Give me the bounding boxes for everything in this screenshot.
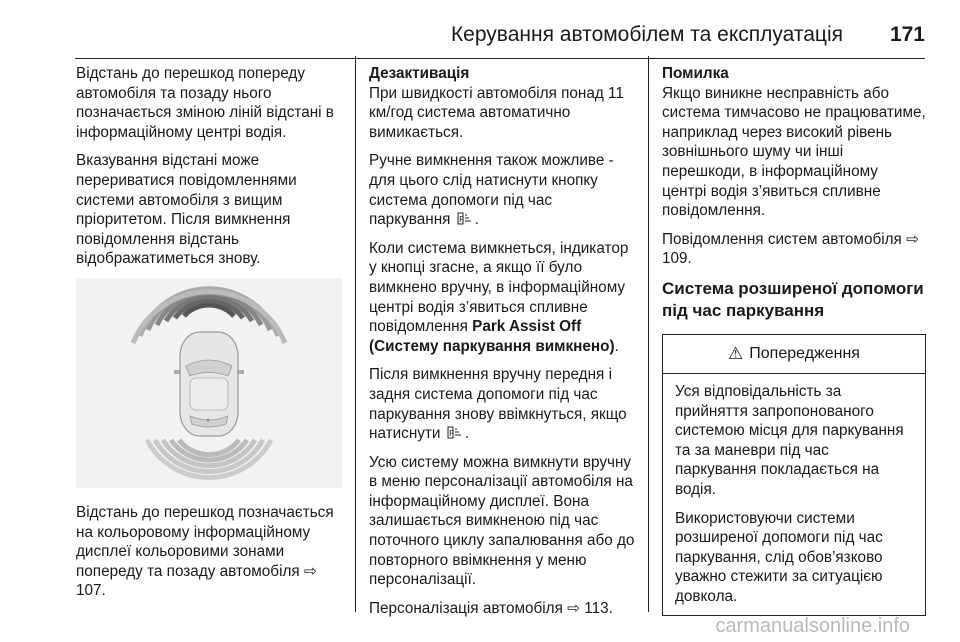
watermark: carmanualsonline.info	[715, 615, 910, 637]
paragraph: Уся відповідальність за прийняття запропонованого системою місця для паркування та за маневри під час паркування покладається на водія.	[675, 382, 904, 498]
park-assist-icon	[447, 426, 463, 439]
page-header	[75, 18, 925, 50]
car-body	[174, 332, 244, 436]
column-separator	[648, 56, 649, 612]
parking-sensor-illustration	[76, 278, 342, 488]
page-reference: 107.	[76, 582, 106, 600]
paragraph-text: Коли система вимкнеться, індикатор у кнопці згасне, а якщо її було вимкнено вручну, в інформаційному центрі водія з’явиться спливне повідомлення	[369, 239, 629, 336]
svg-text:P: P	[458, 215, 464, 225]
paragraph	[369, 599, 635, 619]
paragraph: При швидкості автомобіля понад 11 км/год система автоматично вимикається.	[369, 84, 624, 141]
column-1	[76, 64, 342, 610]
warning-triangle-icon: ⚠	[728, 344, 744, 364]
column-2	[369, 64, 635, 627]
paragraph-text: Повідомлення систем автомобіля	[662, 230, 902, 248]
section-heading: Помилка	[662, 65, 729, 82]
paragraph: Відстань до перешкод попереду автомобіля та позаду нього позначається зміною ліній відстані в інформаційному центрі водія.	[76, 65, 334, 141]
paragraph: Після вимкнення вручну передня і задня система допомоги під час паркування знову ввімкнуться, якщо натиснути P .	[369, 366, 627, 443]
page-number: 171	[889, 23, 925, 46]
paragraph: Ручне вимкнення також можливе - для цього слід натиснути кнопку система допомоги під час паркування P .	[369, 152, 614, 229]
ref-arrow-icon: ⇨	[567, 599, 580, 617]
paragraph: Якщо виникне несправність або система тимчасово не працюватиме, наприклад через високий рівень зовнішнього шуму чи інші перешкоди, в інформаційному центрі водія з’явиться спливне повідомлення.	[662, 84, 926, 220]
svg-text:P: P	[448, 429, 454, 439]
warning-box	[662, 334, 926, 617]
paragraph-text: Після вимкнення вручну передня і задня система допомоги під час паркування знову ввімкнуться, якщо натиснути	[369, 366, 627, 443]
ref-arrow-icon: ⇨	[906, 230, 919, 248]
paragraph	[76, 503, 342, 601]
message-park-assist-off: Park Assist Off (Систему паркування вимкнено)	[369, 318, 615, 355]
paragraph-text: Персоналізація автомобіля	[369, 599, 563, 617]
warning-title: Попередження	[749, 345, 860, 363]
paragraph: Вказування відстані може перериватися повідомленнями системи автомобіля з вищим пріоритетом. Після вимкнення повідомлення відстань відображатиметься знову.	[76, 152, 297, 268]
header-title: Керування автомобілем та експлуатація	[450, 23, 843, 46]
ref-arrow-icon: ⇨	[303, 562, 317, 580]
paragraph: Коли система вимкнеться, індикатор у кнопці згасне, а якщо її було вимкнено вручну, в інформаційному центрі водія з’явиться спливне повідомлення Park Assist Off (Систему паркування вимкнено).	[369, 239, 629, 355]
paragraph	[662, 230, 926, 269]
warning-body	[663, 374, 925, 607]
paragraph: Використовуючи системи розширеної допомоги під час паркування, слід обов’язково уважно стежити за ситуацією довкола.	[675, 509, 883, 605]
park-assist-icon	[457, 212, 473, 225]
header-rule	[75, 58, 925, 59]
section-title: Система розширеної допомоги під час паркування	[662, 278, 924, 320]
page-reference: 109.	[662, 250, 692, 268]
paragraph: Усю систему можна вимкнути вручну в меню персоналізації автомобіля на інформаційному дисплеї. Вона залишається вимкненою під час поточного циклу запалювання або до повторного ввімкнення у меню персоналізації.	[369, 453, 635, 589]
paragraph-text: Відстань до перешкод позначається на кольоровому інформаційному дисплеї кольоровими зонами попереду та позаду автомобіля	[76, 503, 334, 580]
paragraph-text: Ручне вимкнення також можливе - для цього слід натиснути кнопку система допомоги під час паркування	[369, 152, 614, 229]
warning-header	[663, 335, 925, 374]
car-top-view-image	[76, 278, 342, 488]
column-3	[662, 64, 926, 616]
page-reference: 113.	[584, 599, 613, 617]
column-separator	[355, 56, 356, 612]
section-heading: Дезактивація	[369, 65, 470, 82]
